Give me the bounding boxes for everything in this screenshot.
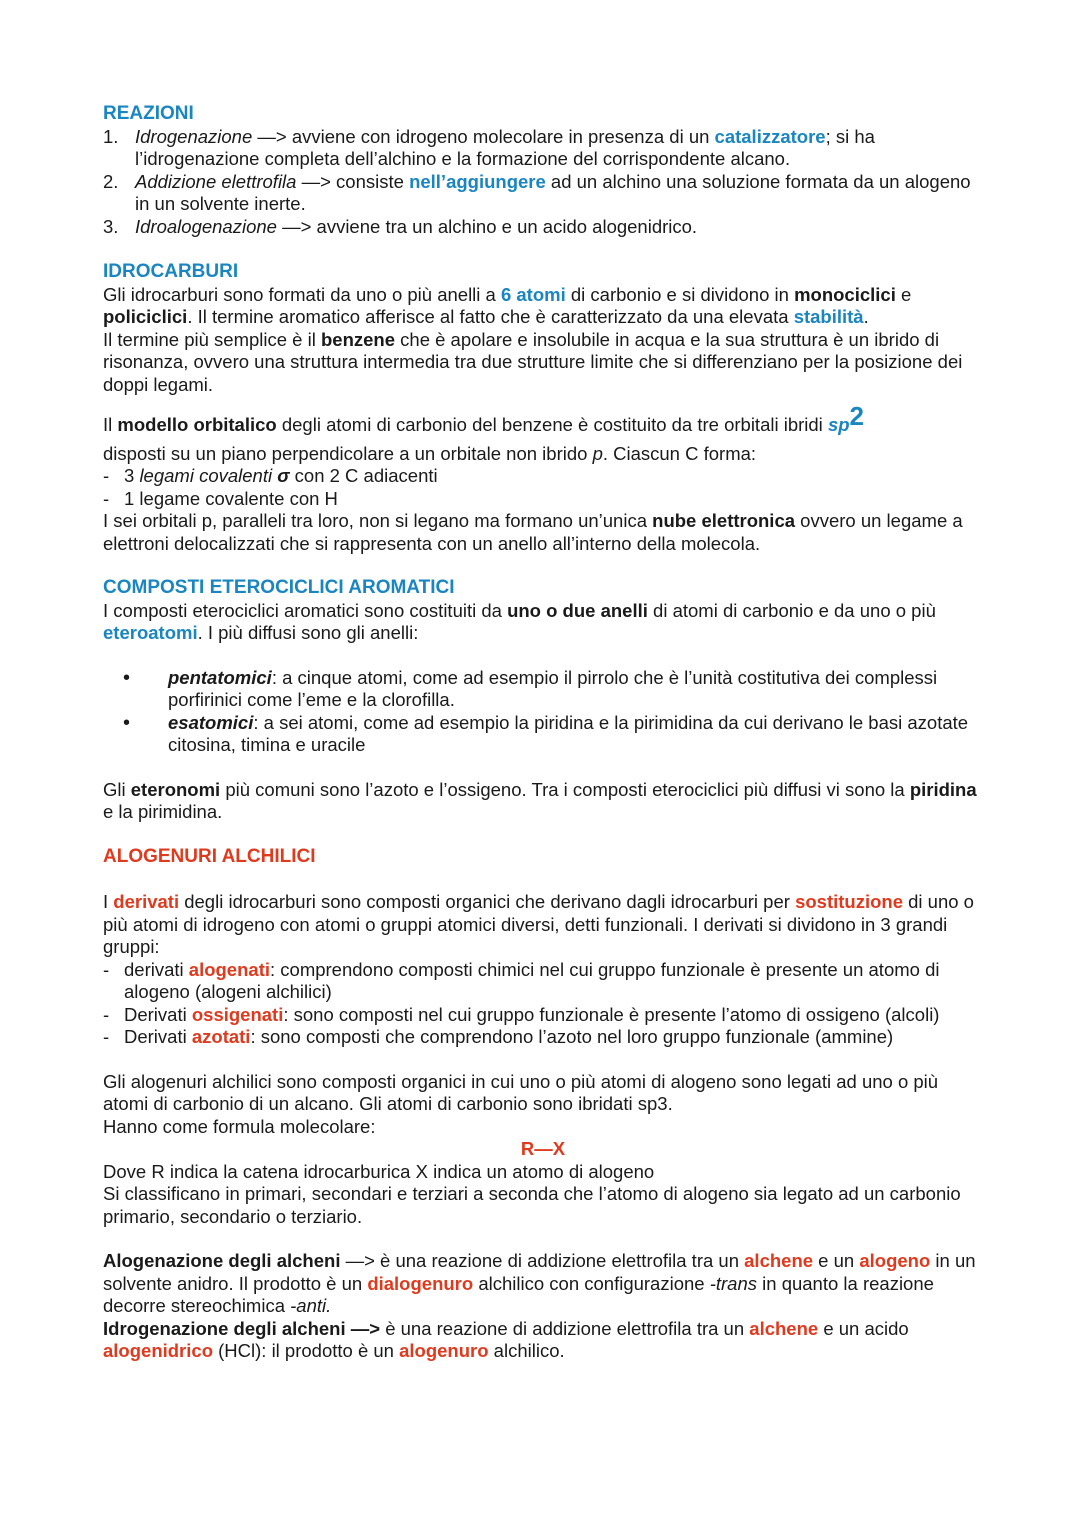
text: Il [103, 414, 118, 435]
text: in quanto la reazione decorre stereochimica [103, 1272, 934, 1316]
list-item [103, 465, 983, 488]
bold-term: piridina [909, 778, 977, 800]
highlight: azotati [191, 1026, 251, 1047]
list-item [103, 216, 983, 239]
text: di carbonio e si dividono in [565, 283, 795, 305]
highlight: alogenuro [399, 1340, 489, 1361]
highlight: derivati [113, 891, 180, 912]
formula-text: R—X [520, 1138, 566, 1159]
text: . Ciascun C forma: [602, 442, 757, 464]
dash-marker: - [103, 1026, 110, 1047]
text: ovvero un legame a elettroni delocalizzati che si rappresenta con un anello all’interno della molecola. [103, 510, 963, 554]
highlight: dialogenuro [367, 1272, 474, 1294]
text: con 2 C adiacenti [289, 465, 438, 486]
text: derivati [124, 958, 189, 980]
term: esatomici [168, 711, 254, 733]
list-item [103, 126, 983, 171]
reazioni-list [103, 126, 983, 239]
text: e un [813, 1250, 860, 1271]
text: disposti su un piano perpendicolare a un orbitale non ibrido [103, 442, 593, 464]
text: 3 [124, 465, 140, 486]
text: Derivati [124, 1026, 192, 1047]
list-item [103, 959, 983, 1004]
paragraph: Si classificano in primari, secondari e terziari a seconda che l’atomo di alogeno sia legato ad un carbonio primario, secondario o terziario. [103, 1183, 961, 1227]
orbital-sp: sp [827, 414, 850, 435]
bold-term: modello orbitalico [117, 414, 277, 435]
text: . Il termine aromatico afferisce al fatto che è caratterizzato da una elevata [187, 306, 794, 327]
list-number: 1. [103, 125, 119, 147]
text: I sei orbitali p, paralleli tra loro, non si legano ma formano un’unica [103, 510, 653, 531]
text: Gli [103, 778, 131, 800]
dash-marker: - [103, 465, 110, 486]
bold-term: eteronomi [130, 778, 221, 800]
term: Idroalogenazione [135, 215, 277, 237]
text: è una reazione di addizione elettrofila tra un [380, 1317, 750, 1339]
highlight: alchene [744, 1250, 814, 1271]
text: . [863, 306, 869, 327]
text: —> è una reazione di addizione elettrofila tra un [340, 1250, 745, 1271]
text: e la pirimidina. [103, 801, 223, 822]
paragraph: Gli alogenuri alchilici sono composti organici in cui uno o più atomi di alogeno sono legati ad uno o più atomi di carbonio di un alcano. Gli atomi di carbonio sono ibridati sp3. [103, 1070, 939, 1114]
text: degli idrocarburi sono composti organici che derivano dagli idrocarburi per [179, 891, 796, 912]
paragraph [103, 1250, 983, 1318]
paragraph [103, 443, 983, 466]
text: : sono composti che comprendono l’azoto nel loro gruppo funzionale (ammine) [250, 1026, 894, 1047]
text: . I più diffusi sono gli anelli: [197, 622, 419, 643]
paragraph [103, 779, 983, 824]
section-title-alogenuri: ALOGENURI ALCHILICI [103, 845, 316, 867]
text: che è apolare e insolubile in acqua e la sua struttura è un ibrido di risonanza, ovvero una struttura intermedia tra due strutture limite che si differenziano per la posizione dei doppi legami. [103, 328, 963, 395]
italic-term: -anti. [290, 1295, 332, 1316]
text: (HCl): il prodotto è un [213, 1340, 400, 1361]
paragraph [103, 1318, 983, 1363]
bold-term: Idrogenazione degli alcheni [103, 1317, 346, 1339]
bold-term: benzene [320, 328, 396, 350]
text: più comuni sono l’azoto e l’ossigeno. Tra i composti eterociclici più diffusi vi sono la [220, 778, 910, 800]
bold-term: policiclici [103, 306, 188, 327]
list-item [103, 667, 983, 712]
text: alchilico con configurazione [473, 1272, 710, 1294]
text: Derivati [124, 1003, 192, 1025]
derivati-list [103, 959, 983, 1049]
list-number: 2. [103, 170, 119, 192]
list-item [103, 712, 983, 757]
text: ad un alchino una soluzione formata da un alogeno in un solvente inerte. [135, 170, 971, 214]
text: di uno o più atomi di idrogeno con atomi o gruppi atomici diversi, detti funzionali. I derivati si dividono in 3 grandi gruppi: [103, 891, 974, 957]
bullet-marker: • [123, 711, 131, 734]
superscript: 2 [849, 401, 864, 431]
text: : a cinque atomi, come ad esempio il pirrolo che è l’unità costitutiva dei complessi porfirinici come l’eme e la clorofilla. [168, 666, 938, 710]
text: Il termine più semplice è il [103, 328, 321, 350]
italic-term: legami covalenti [139, 465, 278, 486]
paragraph: Dove R indica la catena idrocarburica X indica un atomo di alogeno [103, 1160, 655, 1182]
sigma-symbol: σ [277, 465, 290, 486]
text: ; si ha l’idrogenazione completa dell’alchino e la formazione del corrispondente alcano. [135, 125, 875, 169]
text: I [103, 891, 114, 912]
bullet-marker: • [123, 666, 131, 689]
section-title-reazioni: REAZIONI [103, 103, 194, 124]
highlight: 6 atomi [500, 283, 566, 305]
bold-term: nube elettronica [652, 510, 796, 531]
paragraph [103, 401, 983, 437]
text: 1 legame covalente con H [124, 487, 338, 509]
text: I composti eterociclici aromatici sono costituiti da [103, 599, 508, 621]
text: in un solvente anidro. Il prodotto è un [103, 1250, 976, 1294]
term: pentatomici [168, 666, 272, 688]
section-title-eterociclici: COMPOSTI ETEROCICLICI AROMATICI [103, 577, 455, 598]
highlight: alogenidrico [103, 1340, 213, 1361]
ring-types-list [103, 667, 983, 757]
dash-marker: - [103, 958, 110, 980]
dash-marker: - [103, 1003, 110, 1025]
paragraph [103, 510, 983, 555]
text: —> consiste [296, 170, 410, 192]
text: : a sei atomi, come ad esempio la piridina e la pirimidina da cui derivano le basi azotate citosina, timina e uracile [168, 711, 969, 755]
paragraph [103, 329, 983, 397]
italic-term: -trans [709, 1272, 758, 1294]
bold-term: Alogenazione degli alcheni [103, 1250, 341, 1271]
highlight: ossigenati [191, 1003, 284, 1025]
paragraph: Hanno come formula molecolare: [103, 1115, 376, 1137]
arrow: —> [345, 1317, 381, 1339]
document-page [103, 103, 983, 1363]
bold-term: monociclici [794, 283, 896, 305]
text: —> avviene con idrogeno molecolare in presenza di un [252, 125, 715, 147]
text: —> avviene tra un alchino e un acido alogenidrico. [276, 215, 698, 237]
term: Addizione elettrofila [135, 170, 297, 192]
term: Idrogenazione [135, 125, 253, 147]
text: di atomi di carbonio e da uno o più [647, 599, 936, 621]
highlight: catalizzatore [714, 125, 826, 147]
highlight: alchene [749, 1317, 819, 1339]
text: : sono composti nel cui gruppo funzionale è presente l’atomo di ossigeno (alcoli) [283, 1003, 940, 1025]
formula [103, 1138, 983, 1161]
section-title-idrocarburi: IDROCARBURI [103, 261, 239, 282]
bold-term: uno o due anelli [507, 599, 648, 621]
list-item [103, 171, 983, 216]
highlight: alogenati [188, 958, 270, 980]
bond-list [103, 465, 983, 510]
text: e [895, 283, 912, 305]
highlight: eteroatomi [103, 622, 198, 643]
text: : comprendono composti chimici nel cui gruppo funzionale è presente un atomo di alogeno (alogeni alchilici) [124, 958, 940, 1002]
list-item [103, 488, 983, 511]
list-number: 3. [103, 215, 119, 237]
highlight: nell’aggiungere [409, 170, 546, 192]
text: alchilico. [488, 1340, 565, 1361]
text: Gli idrocarburi sono formati da uno o più anelli a [103, 283, 501, 305]
paragraph [103, 284, 983, 329]
text: degli atomi di carbonio del benzene è costituito da tre orbitali ibridi [276, 414, 828, 435]
dash-marker: - [103, 487, 110, 509]
list-item [103, 1004, 983, 1027]
highlight: alogeno [859, 1250, 931, 1271]
text: e un acido [818, 1317, 909, 1339]
paragraph [103, 600, 983, 645]
highlight: sostituzione [795, 891, 903, 912]
list-item [103, 1026, 983, 1049]
italic-term: p [592, 442, 603, 464]
paragraph [103, 891, 983, 959]
highlight: stabilità [793, 306, 864, 327]
